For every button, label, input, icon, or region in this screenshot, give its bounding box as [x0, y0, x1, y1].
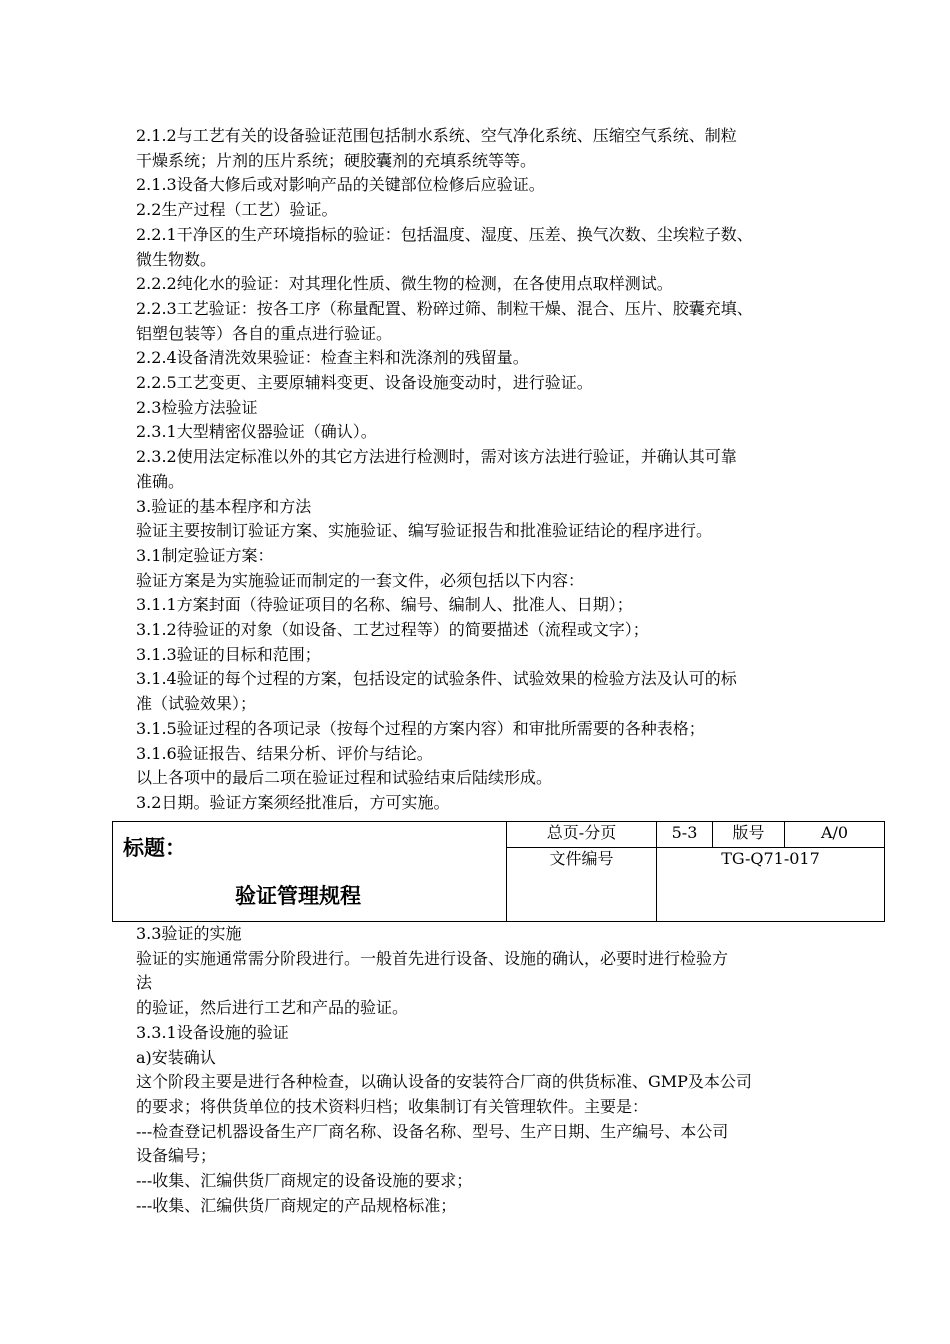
text-line: 2.2.1干净区的生产环境指标的验证：包括温度、湿度、压差、换气次数、尘埃粒子数、	[136, 224, 753, 244]
total-page-label: 总页-分页	[507, 822, 657, 848]
text-line: 的要求；将供货单位的技术资料归档；收集制订有关管理软件。主要是：	[136, 1096, 649, 1116]
text-line: 设备编号；	[136, 1146, 217, 1166]
text-line: 干燥系统；片剂的压片系统；硬胶囊剂的充填系统等等。	[136, 150, 537, 170]
title-cell	[113, 822, 507, 922]
text-line: 这个阶段主要是进行各种检查，以确认设备的安装符合厂商的供货标准、GMP及本公司	[136, 1072, 752, 1092]
text-line: 2.2生产过程（工艺）验证。	[136, 200, 338, 220]
text-line: 2.2.3工艺验证：按各工序（称量配置、粉碎过筛、制粒干燥、混合、压片、胶囊充填、	[136, 298, 753, 318]
text-line: 3.3.1设备设施的验证	[136, 1022, 289, 1042]
text-line: 2.3检验方法验证	[136, 397, 258, 417]
title-label: 标题：	[123, 836, 186, 860]
text-line: 验证的实施通常需分阶段进行。一般首先进行设备、设施的确认，必要时进行检验方	[136, 948, 729, 968]
doc-number-value: TG-Q71-017	[657, 848, 885, 922]
text-line: 3.1.1方案封面（待验证项目的名称、编号、编制人、批准人、日期）；	[136, 595, 633, 615]
text-line: 铝塑包装等）各自的重点进行验证。	[136, 323, 393, 343]
version-value: A/0	[785, 822, 885, 848]
text-line: 2.1.3设备大修后或对影响产品的关键部位检修后应验证。	[136, 175, 545, 195]
text-line: 准（试验效果）；	[136, 694, 257, 714]
text-line: ---收集、汇编供货厂商规定的设备设施的要求；	[136, 1171, 473, 1191]
text-line: 3.1.3验证的目标和范围；	[136, 644, 321, 664]
text-line: 2.2.5工艺变更、主要原辅料变更、设备设施变动时，进行验证。	[136, 373, 593, 393]
text-line: 2.2.4设备清洗效果验证：检查主料和洗涤剂的残留量。	[136, 348, 529, 368]
text-line: ---检查登记机器设备生产厂商名称、设备名称、型号、生产日期、生产编号、本公司	[136, 1121, 729, 1141]
text-line: 2.3.2使用法定标准以外的其它方法进行检测时，需对该方法进行验证，并确认其可靠	[136, 447, 737, 467]
text-line: 的验证，然后进行工艺和产品的验证。	[136, 998, 409, 1018]
text-line: ---收集、汇编供货厂商规定的产品规格标准；	[136, 1195, 457, 1215]
text-line: 3.1.6验证报告、结果分析、评价与结论。	[136, 743, 433, 763]
text-line: a)安装确认	[136, 1047, 216, 1067]
text-line: 验证主要按制订验证方案、实施验证、编写验证报告和批准验证结论的程序进行。	[136, 521, 713, 541]
text-line: 3.2日期。验证方案须经批准后，方可实施。	[136, 792, 450, 812]
doc-number-label: 文件编号	[507, 848, 657, 922]
text-line: 准确。	[136, 471, 185, 491]
text-line: 法	[136, 973, 153, 993]
text-line: 3.1.2待验证的对象（如设备、工艺过程等）的简要描述（流程或文字）；	[136, 620, 649, 640]
text-line: 3.1制定验证方案：	[136, 545, 274, 565]
text-line: 微生物数。	[136, 249, 217, 269]
total-page-value: 5-3	[657, 822, 713, 848]
body-text-bottom	[136, 922, 872, 1218]
text-line: 3.验证的基本程序和方法	[136, 496, 312, 516]
text-line: 3.1.5验证过程的各项记录（按每个过程的方案内容）和审批所需要的各种表格；	[136, 718, 705, 738]
body-text-top	[136, 124, 872, 816]
text-line: 3.3验证的实施	[136, 924, 242, 943]
text-line: 2.1.2与工艺有关的设备验证范围包括制水系统、空气净化系统、压缩空气系统、制粒	[136, 126, 737, 145]
text-line: 验证方案是为实施验证而制定的一套文件，必须包括以下内容：	[136, 570, 585, 590]
text-line: 3.1.4验证的每个过程的方案，包括设定的试验条件、试验效果的检验方法及认可的标	[136, 669, 737, 689]
document-title: 验证管理规程	[235, 884, 361, 908]
text-line: 2.3.1大型精密仪器验证（确认）。	[136, 422, 377, 442]
text-line: 以上各项中的最后二项在验证过程和试验结束后陆续形成。	[136, 768, 553, 788]
version-label: 版号	[713, 822, 785, 848]
text-line: 2.2.2纯化水的验证：对其理化性质、微生物的检测，在各使用点取样测试。	[136, 274, 673, 294]
document-header-table	[112, 821, 885, 922]
